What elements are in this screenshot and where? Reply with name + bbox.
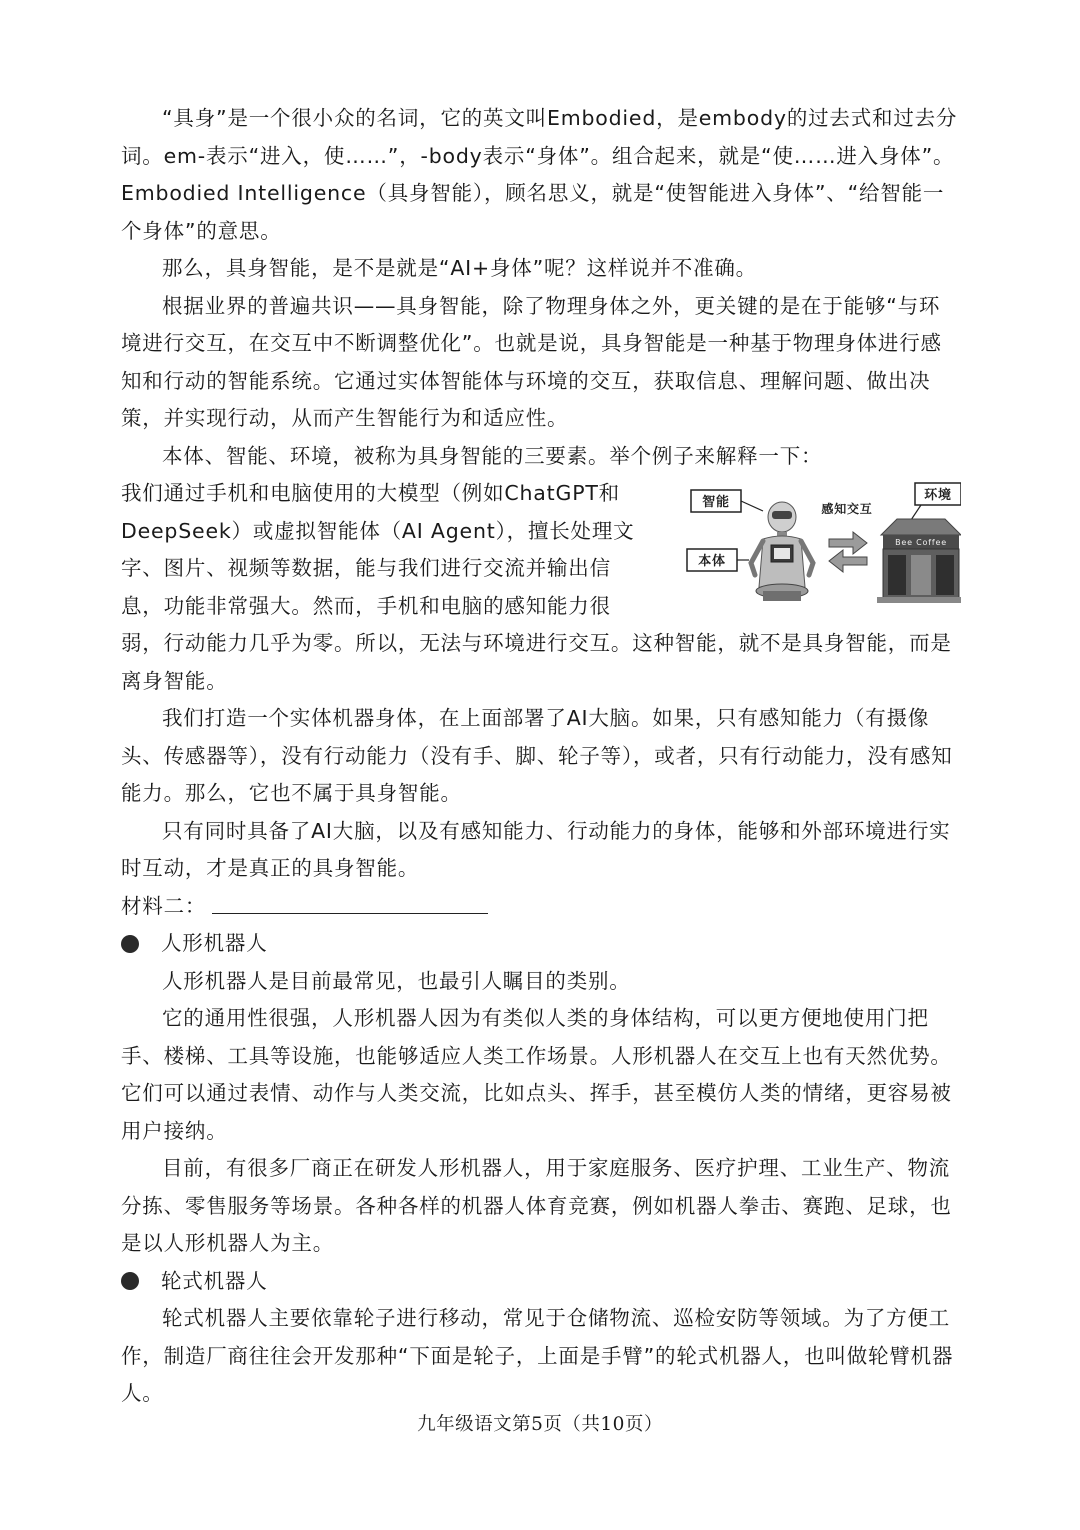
- material-2-answer-blank[interactable]: [212, 912, 488, 914]
- bullet-dot-icon: [121, 935, 139, 953]
- paragraph-true-embodied: 只有同时具备了AI大脑，以及有感知能力、行动能力的身体，能够和外部环境进行实时互动，才是真正的具身智能。: [121, 818, 951, 880]
- label-body-box: [687, 549, 737, 571]
- paragraph-three-elements: 本体、智能、环境，被称为具身智能的三要素。举个例子来解释一下：: [162, 443, 823, 468]
- paragraph-humanoid-intro: 人形机器人是目前最常见，也最引人瞩目的类别。: [162, 968, 631, 993]
- figure-svg: [671, 479, 961, 607]
- paragraph-disembodied-example: 我们通过手机和电脑使用的大模型（例如ChatGPT和DeepSeek）或虚拟智能体（AI Agent），擅长处理文字、图片、视频等数据，能与我们进行交流并输出信息，功能非常强大。然而，手机和电脑的感知能力很弱，行动能力几乎为零。所以，无法与环境进行交互。这种智能，就不是具身智能，而是离身智能。: [121, 481, 952, 693]
- section-heading-wheeled: [121, 1263, 961, 1301]
- section-heading-humanoid: [121, 925, 961, 963]
- label-interaction: 感知交互: [821, 502, 873, 516]
- page-footer: 九年级语文第5页（共10页）: [417, 1414, 663, 1435]
- label-intelligence-box: [691, 490, 741, 512]
- paragraph-wheeled-robot: 轮式机器人主要依靠轮子进行移动，常见于仓储物流、巡检安防等领域。为了方便工作，制造厂商往往会开发那种“下面是轮子，上面是手臂”的轮式机器人，也叫做轮臂机器人。: [121, 1306, 954, 1405]
- shop-illustration: [877, 519, 961, 603]
- embodied-elements-figure: [671, 479, 961, 607]
- paragraph-embodied-definition: “具身”是一个很小众的名词，它的英文叫Embodied，是embody的过去式和过去分词。em-表示“进入，使……”，-body表示“身体”。组合起来，就是“使……进入身体”。Embodied Intelligence（具身智能），顾名思义，就是“使智能进入身体”、“给智能一个身体”的意思。: [121, 106, 958, 243]
- label-environment-box: [915, 483, 961, 505]
- paragraph-physical-body: 我们打造一个实体机器身体，在上面部署了AI大脑。如果，只有感知能力（有摄像头、传感器等），没有行动能力（没有手、脚、轮子等），或者，只有行动能力，没有感知能力。那么，它也不属于具身智能。: [121, 706, 953, 805]
- body-text: [121, 100, 961, 1413]
- material-2-label: 材料二：: [121, 893, 207, 918]
- paragraph-consensus: 根据业界的普遍共识——具身智能，除了物理身体之外，更关键的是在于能够“与环境进行交互，在交互中不断调整优化”。也就是说，具身智能是一种基于物理身体进行感知和行动的智能系统。它通过实体智能体与环境的交互，获取信息、理解问题、做出决策，并实现行动，从而产生智能行为和适应性。: [121, 293, 942, 430]
- paragraph-humanoid-versatility: 它的通用性很强，人形机器人因为有类似人类的身体结构，可以更方便地使用门把手、楼梯、工具等设施，也能够适应人类工作场景。人形机器人在交互上也有天然优势。它们可以通过表情、动作与人类交流，比如点头、挥手，甚至模仿人类的情绪，更容易被用户接纳。: [121, 1006, 952, 1143]
- robot-illustration: [751, 502, 813, 601]
- label-intelligence: 智能: [702, 495, 730, 510]
- section-title-wheeled: 轮式机器人: [161, 1268, 268, 1293]
- label-body: 本体: [698, 554, 726, 569]
- interaction-arrows: [829, 532, 867, 572]
- section-title-humanoid: 人形机器人: [161, 931, 268, 955]
- paragraph-question: 那么，具身智能，是不是就是“AI+身体”呢？这样说并不准确。: [162, 256, 757, 280]
- paragraph-with-figure-block: [121, 475, 961, 700]
- label-environment: 环境: [924, 488, 952, 503]
- shop-sign: Bee Coffee: [895, 538, 947, 547]
- material-2-heading: [121, 888, 961, 926]
- bullet-dot-icon: [121, 1272, 139, 1290]
- pointer-line-intelligence: [741, 501, 763, 511]
- paragraph-humanoid-applications: 目前，有很多厂商正在研发人形机器人，用于家庭服务、医疗护理、工业生产、物流分拣、零售服务等场景。各种各样的机器人体育竞赛，例如机器人拳击、赛跑、足球，也是以人形机器人为主。: [121, 1156, 952, 1255]
